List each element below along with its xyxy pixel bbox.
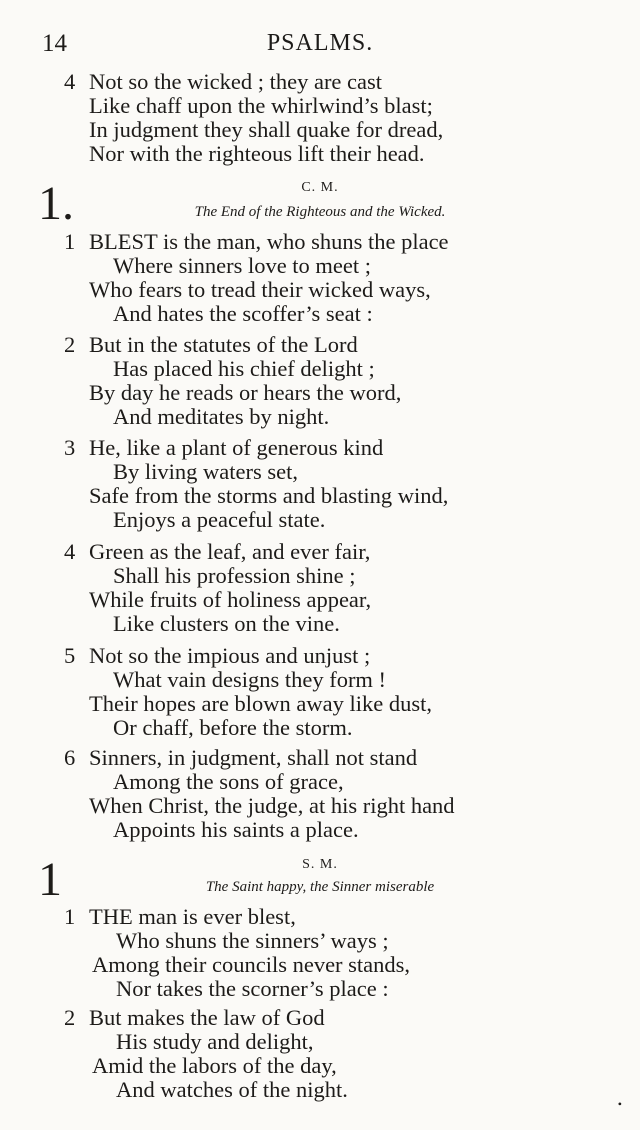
verse-line: Like chaff upon the whirlwind’s blast; xyxy=(89,93,433,118)
verse-line: THE man is ever blest, xyxy=(89,904,296,929)
verse-line: Not so the wicked ; they are cast xyxy=(89,69,383,94)
verse-line: By living waters set, xyxy=(113,459,298,484)
verse-line: Not so the impious and unjust ; xyxy=(89,643,371,668)
stanza-number: 2 xyxy=(64,332,76,357)
verse-line: Enjoys a peaceful state. xyxy=(113,507,326,532)
stanza-number: 4 xyxy=(64,539,76,564)
hymn-title: The Saint happy, the Sinner miserable xyxy=(205,879,435,895)
verse-line: Shall his profession shine ; xyxy=(113,563,356,588)
stanza-number: 1 xyxy=(64,904,76,929)
verse-line: Where sinners love to meet ; xyxy=(113,253,372,278)
hymn-number: 1 xyxy=(38,853,62,906)
verse-line: He, like a plant of generous kind xyxy=(89,435,384,460)
verse-line: Sinners, in judgment, shall not stand xyxy=(89,745,418,770)
stanza-number: 3 xyxy=(64,435,76,460)
verse-line: And watches of the night. xyxy=(116,1077,348,1102)
verse-line: His study and delight, xyxy=(116,1029,314,1054)
verse-line: While fruits of holiness appear, xyxy=(89,587,372,612)
verse-line: Amid the labors of the day, xyxy=(92,1053,337,1078)
verse-line: But makes the law of God xyxy=(89,1005,325,1030)
verse-line: Who fears to tread their wicked ways, xyxy=(89,277,431,302)
verse-line: Green as the leaf, and ever fair, xyxy=(89,539,371,564)
verse-line: Nor takes the scorner’s place : xyxy=(116,976,389,1001)
stanza-number: 4 xyxy=(64,69,76,94)
verse-line: Among the sons of grace, xyxy=(113,769,344,794)
verse-line: Their hopes are blown away like dust, xyxy=(89,691,433,716)
page-header xyxy=(0,26,640,66)
stanza-number: 2 xyxy=(64,1005,76,1030)
stanza-number: 5 xyxy=(64,643,76,668)
verse-line: BLEST is the man, who shuns the place xyxy=(89,229,449,254)
verse-line: In judgment they shall quake for dread, xyxy=(89,117,444,142)
verse-line: Among their councils never stands, xyxy=(92,952,411,977)
verse-line: By day he reads or hears the word, xyxy=(89,380,402,405)
verse-line: And hates the scoffer’s seat : xyxy=(113,301,373,326)
verse-line: Nor with the righteous lift their head. xyxy=(89,141,425,166)
verse-line: Appoints his saints a place. xyxy=(113,817,359,842)
verse-line: When Christ, the judge, at his right hand xyxy=(89,793,455,818)
hymn-number: 1. xyxy=(38,177,74,230)
page-number: 14 xyxy=(42,30,67,57)
verse-line: Who shuns the sinners’ ways ; xyxy=(116,928,389,953)
hymn-meter: S. M. xyxy=(302,857,338,872)
verse-line: And meditates by night. xyxy=(113,404,330,429)
stanza-number: 1 xyxy=(64,229,76,254)
verse-line: Or chaff, before the storm. xyxy=(113,715,353,740)
verse-line: But in the statutes of the Lord xyxy=(89,332,358,357)
printer-mark: • xyxy=(617,1097,622,1111)
verse-line: Like clusters on the vine. xyxy=(113,611,340,636)
hymn-meter: C. M. xyxy=(301,180,339,195)
verse-line: Safe from the storms and blasting wind, xyxy=(89,483,449,508)
stanza-number: 6 xyxy=(64,745,76,770)
verse-line: What vain designs they form ! xyxy=(113,667,387,692)
hymn-title: The End of the Righteous and the Wicked. xyxy=(194,204,446,220)
verse-line: Has placed his chief delight ; xyxy=(113,356,375,381)
running-title: PSALMS. xyxy=(266,30,374,56)
